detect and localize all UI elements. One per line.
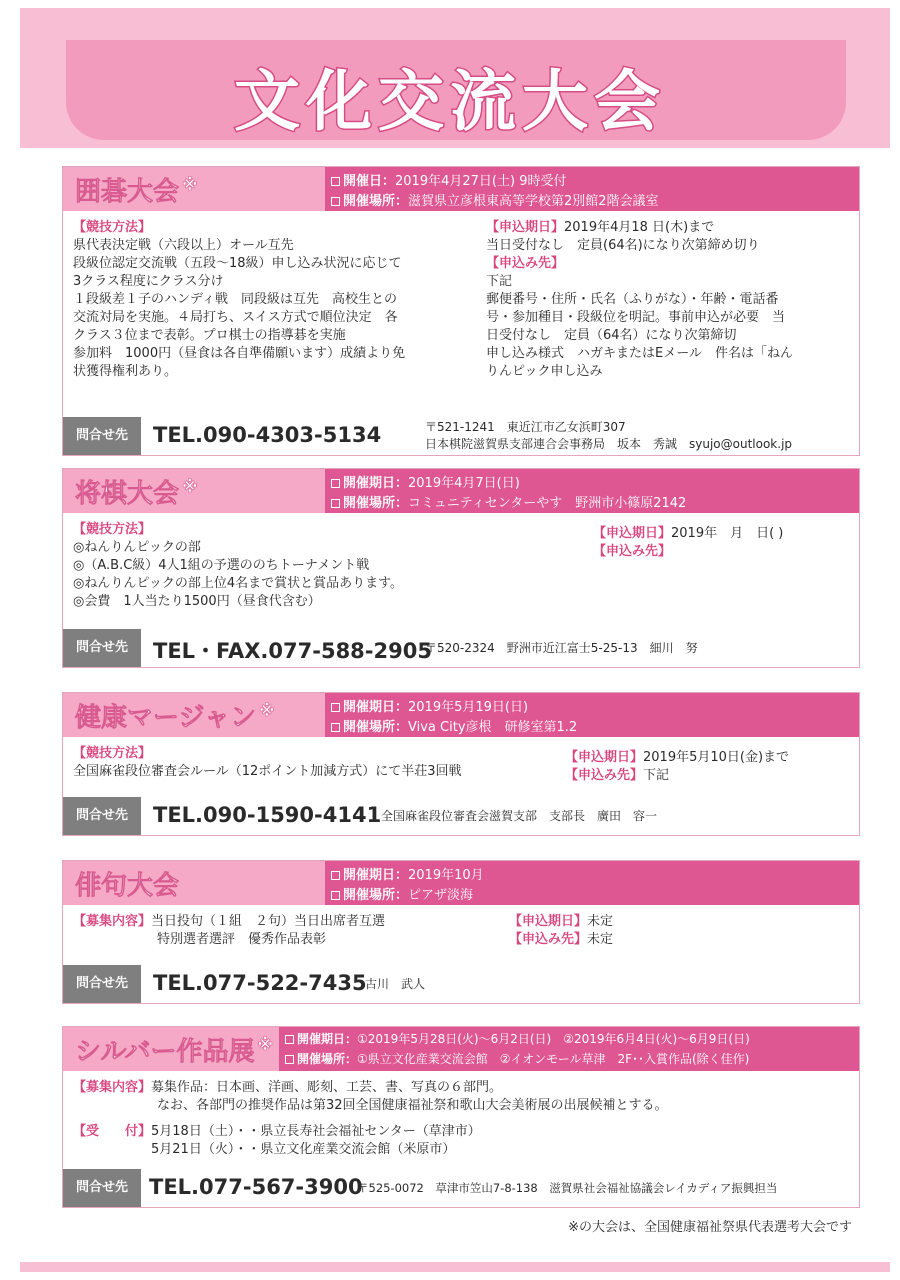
section-header [63, 167, 859, 211]
application-block: 【申込期日】2019年5月10日(金)まで 【申込み先】下記 [565, 750, 790, 783]
section-info-bar [325, 693, 859, 737]
event-place-row: 開催場所：滋賀県立彦根東高等学校第2別館2階会議室 [331, 190, 659, 209]
contact-organization: 日本棋院滋賀県支部連合会事務局 坂本 秀誠 syujo@outlook.jp [425, 437, 793, 451]
method-block: 【競技方法】 全国麻雀段位審査会ルール（12ポイント加減方式）にて半荘3回戦 [73, 746, 462, 779]
section-title: 将棋大会 ※ [75, 477, 198, 509]
event-date-row: 開催期日：①2019年5月28日(火)〜6月2日(日) ②2019年6月4日(火)〜6月9日(日) [285, 1030, 750, 1047]
checkbox-icon [331, 479, 340, 488]
contact-bar [63, 797, 859, 835]
contact-label: 問合せ先 [63, 965, 141, 1003]
checkbox-icon [285, 1035, 294, 1044]
contact-address: 〒520-2324 野洲市近江富士5-25-13 細川 努 [425, 641, 698, 655]
asterisk-mark: ※ [258, 701, 275, 721]
content-block: 【募集内容】当日投句（１組 ２句）当日出席者互選 特別選者選評 優秀作品表彰 [73, 914, 386, 947]
section-info-bar [325, 469, 859, 513]
section-title: 俳句大会 [75, 871, 180, 901]
phone-number[interactable]: TEL.077-567-3900 [149, 1175, 363, 1199]
section-title: 健康マージャン ※ [75, 701, 275, 733]
event-date-row: 開催期日：2019年5月19日(日) [331, 696, 528, 715]
contact-label: 問合せ先 [63, 417, 141, 455]
page-title: 文化交流大会 [234, 63, 666, 140]
contact-address: 〒525-0072 草津市笠山7-8-138 滋賀県社会福祉協議会レイカディア振興担当 [357, 1181, 778, 1195]
event-date-row: 開催期日：2019年10月 [331, 864, 484, 883]
method-block: 【競技方法】 ◎ねんりんピックの部 ◎（A.B.C級）4人1組の予選ののちトーナメント戦 ◎ねんりんピックの部上位4名まで賞状と賞品あります。 ◎会費 1人当たり1500円（昼食代含む） [73, 522, 404, 609]
section-mahjong [62, 692, 860, 836]
section-silver [62, 1026, 860, 1208]
reception-block: 【受 付】5月18日（土）・・県立長寿社会福祉センター（草津市） 5月21日（火）・・県立文化産業交流会館（米原市） [73, 1124, 481, 1157]
section-haiku [62, 860, 860, 1004]
footer-note: ※の大会は、全国健康福祉祭県代表選考大会です [568, 1220, 852, 1235]
event-place-row: 開催場所：①県立文化産業交流会館 ②イオンモール草津 2F･･入賞作品(除く佳作) [285, 1050, 749, 1067]
section-header [63, 861, 859, 905]
checkbox-icon [331, 703, 340, 712]
event-place-row: 開催場所：Viva City彦根 研修室第1.2 [331, 716, 577, 735]
section-title: 囲碁大会 ※ [75, 175, 198, 207]
contact-label: 問合せ先 [63, 1169, 141, 1207]
contact-label: 問合せ先 [63, 797, 141, 835]
section-info-bar [325, 861, 859, 905]
phone-number[interactable]: TEL.090-4303-5134 [153, 423, 382, 447]
contact-bar [63, 629, 859, 667]
event-date-row: 開催日：2019年4月27日(土) 9時受付 [331, 170, 566, 189]
bottom-pink-band [20, 1262, 890, 1272]
section-igo [62, 166, 860, 456]
checkbox-icon [331, 197, 340, 206]
section-header [63, 469, 859, 513]
section-title: シルバー作品展 ※ [75, 1035, 274, 1067]
event-date-row: 開催期日：2019年4月7日(日) [331, 472, 520, 491]
event-place-row: 開催場所：ピアザ淡海 [331, 884, 473, 903]
contact-address: 全国麻雀段位審査会滋賀支部 支部長 廣田 容一 [381, 809, 658, 823]
checkbox-icon [331, 891, 340, 900]
method-block: 【競技方法】 県代表決定戦（六段以上）オール互先 段級位認定交流戦（五段〜18級）申し込み状況に応じて 3クラス程度にクラス分け １段級差１子のハンディ戦 同段級は互先 高校生との 交流対局を実施。４局打ち、スイス方式で順位決定 各 クラス３位まで表彰。プロ棋士の指導碁を実施 参加料 1000円（昼食は各自準備願います）成績より免 状獲得権利あり。 [73, 220, 406, 379]
asterisk-mark: ※ [257, 1035, 274, 1055]
content-block: 【募集内容】募集作品：日本画、洋画、彫刻、工芸、書、写真の６部門。 なお、各部門の推奨作品は第32回全国健康福祉祭和歌山大会美術展の出展候補とする。 [73, 1080, 668, 1113]
contact-address: 〒521-1241 東近江市乙女浜町307 [425, 420, 626, 434]
section-info-bar [325, 167, 859, 211]
asterisk-mark: ※ [182, 477, 198, 497]
application-block: 【申込期日】2019年 月 日( ) 【申込み先】 [593, 526, 784, 559]
checkbox-icon [331, 499, 340, 508]
section-shogi [62, 468, 860, 668]
checkbox-icon [331, 723, 340, 732]
application-block: 【申込期日】2019年4月18 日(木)まで 当日受付なし 定員(64名)になり次第締め切り 【申込み先】 下記 郵便番号・住所・氏名（ふりがな）・年齢・電話番 号・参加種目・段級位を明記。事前申込が必要 当 日受付なし 定員（64名）になり次第締切 申し込み様式 ハガキまたはEメール 件名は「ねん りんピック申し込み [486, 220, 793, 379]
event-place-row: 開催場所：コミュニティセンターやす 野洲市小篠原2142 [331, 492, 686, 511]
asterisk-mark: ※ [182, 175, 198, 195]
section-header [63, 693, 859, 737]
contact-bar [63, 965, 859, 1003]
checkbox-icon [331, 177, 340, 186]
contact-name: 古川 武人 [365, 977, 426, 991]
checkbox-icon [331, 871, 340, 880]
contact-label: 問合せ先 [63, 629, 141, 667]
section-info-bar [279, 1027, 859, 1071]
application-block: 【申込期日】未定 【申込み先】未定 [509, 914, 614, 947]
checkbox-icon [285, 1055, 294, 1064]
section-header [63, 1027, 859, 1071]
phone-number[interactable]: TEL.077-522-7435 [153, 971, 367, 995]
phone-number[interactable]: TEL・FAX.077-588-2905 [153, 639, 432, 663]
contact-bar [63, 1169, 859, 1207]
contact-bar [63, 417, 859, 455]
phone-number[interactable]: TEL.090-1590-4141 [153, 803, 382, 827]
